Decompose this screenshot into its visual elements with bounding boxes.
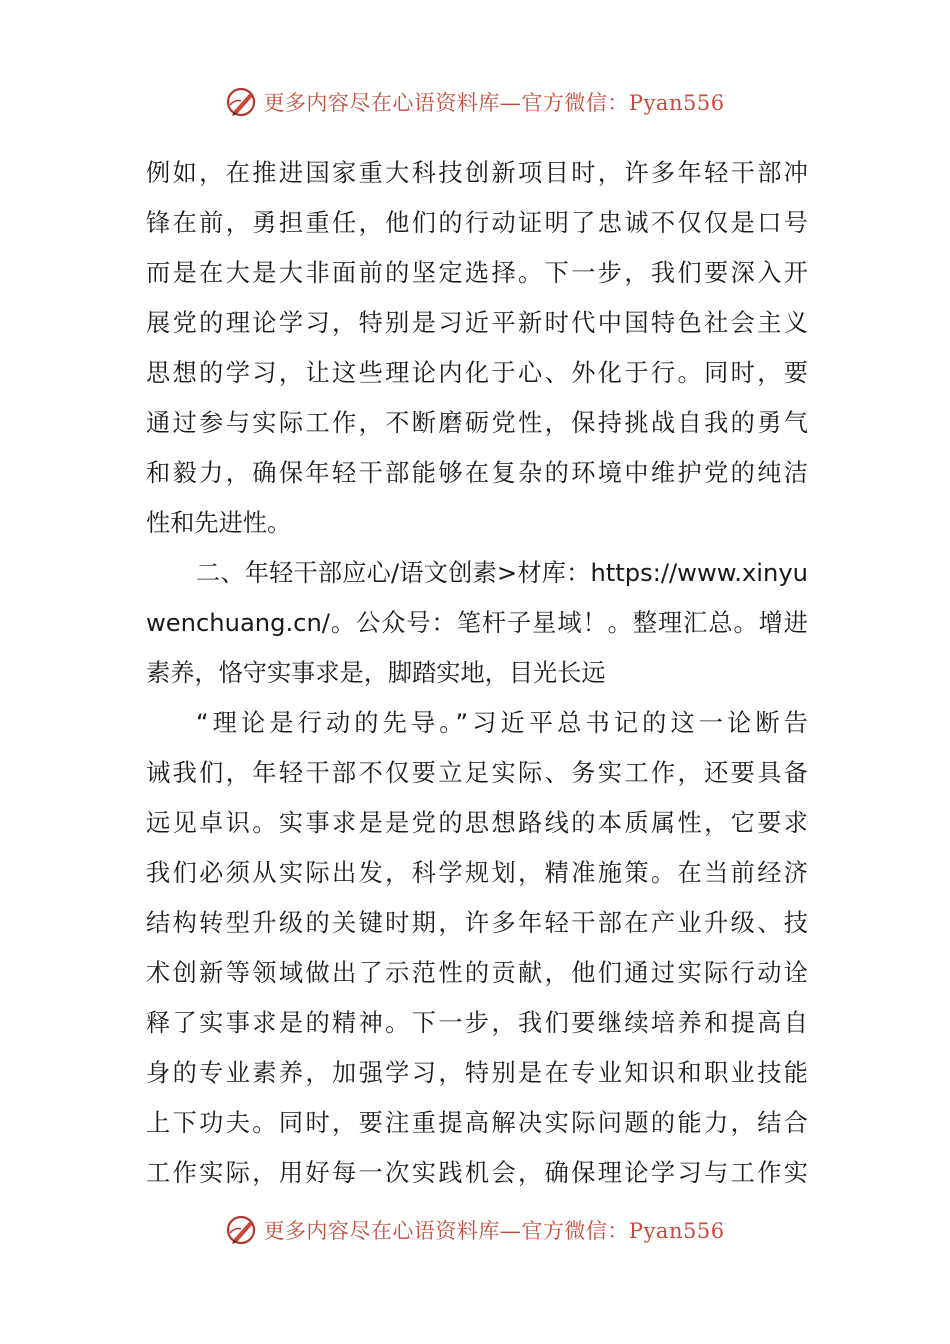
text-line: 例如，在推进国家重大科技创新项目时，许多年轻干部冲 [146,159,808,187]
text-line: 而是在大是大非面前的坚定选择。下一步，我们要深入开 [146,259,808,287]
pen-logo-icon [225,1213,259,1247]
text-line: 和毅力，确保年轻干部能够在复杂的环境中维护党的纯洁 [146,459,808,487]
text-line: 远见卓识。实事求是是党的思想路线的本质属性，它要求 [146,809,808,837]
text-line: 术创新等领域做出了示范性的贡献，他们通过实际行动诠 [146,959,808,987]
text-line: 二、年轻干部应心/语文创素>材库：https://www.xinyu [196,559,808,587]
text-line: 我们必须从实际出发，科学规划，精准施策。在当前经济 [146,859,808,887]
watermark-text: 更多内容尽在心语资料库—官方微信：Pyan556 [263,91,725,115]
watermark-text: 更多内容尽在心语资料库—官方微信：Pyan556 [263,1219,725,1243]
document-body [146,148,808,1198]
text-line: 诫我们，年轻干部不仅要立足实际、务实工作，还要具备 [146,759,808,787]
text-line: 锋在前，勇担重任，他们的行动证明了忠诚不仅仅是口号 [146,209,808,237]
text-line: 性和先进性。 [146,509,292,537]
text-line: “理论是行动的先导。”习近平总书记的这一论断告 [196,709,808,737]
text-line: 结构转型升级的关键时期，许多年轻干部在产业升级、技 [146,909,808,937]
text-line: 通过参与实际工作，不断磨砺党性，保持挑战自我的勇气 [146,409,808,437]
text-line: 身的专业素养，加强学习，特别是在专业知识和职业技能 [146,1059,808,1087]
header-watermark-banner [0,82,950,122]
text-line: 工作实际，用好每一次实践机会，确保理论学习与工作实 [146,1159,808,1187]
text-line: 素养，恪守实事求是，脚踏实地，目光长远 [146,659,606,687]
text-line: wenchuang.cn/。公众号：笔杆子星域！。整理汇总。增进 [146,609,808,637]
text-line: 展党的理论学习，特别是习近平新时代中国特色社会主义 [146,309,808,337]
pen-logo-icon [225,85,259,119]
text-line: 释了实事求是的精神。下一步，我们要继续培养和提高自 [146,1009,808,1037]
text-line: 思想的学习，让这些理论内化于心、外化于行。同时，要 [146,359,808,387]
text-line: 上下功夫。同时，要注重提高解决实际问题的能力，结合 [146,1109,808,1137]
footer-watermark-banner [0,1210,950,1250]
